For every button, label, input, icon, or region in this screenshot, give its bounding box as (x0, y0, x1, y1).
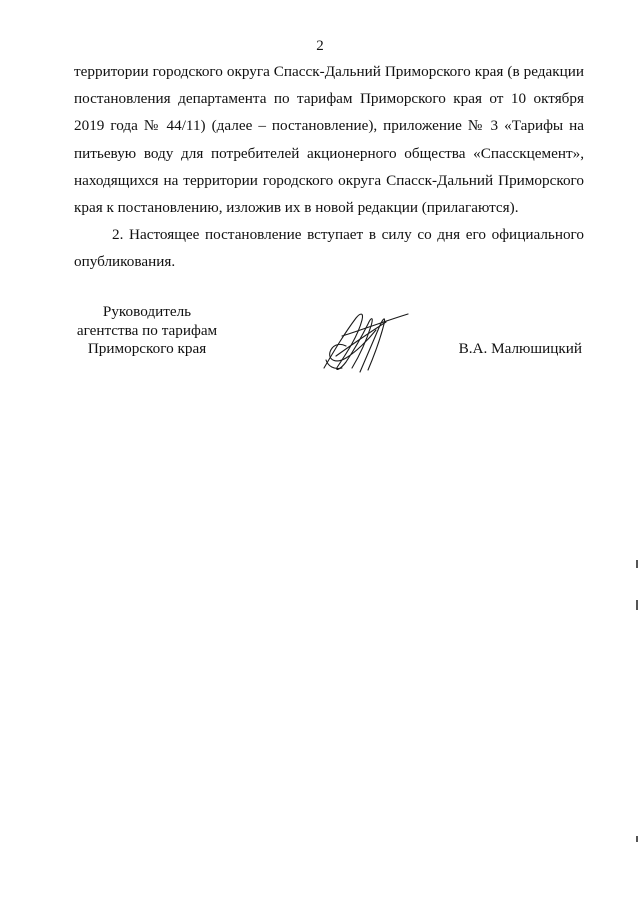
paragraph-continuation (74, 58, 584, 221)
page-number: 2 (316, 38, 324, 54)
signatory-title-line: агентства по тарифам (76, 321, 218, 339)
scan-edge-mark (636, 560, 638, 568)
handwritten-signature-icon (316, 306, 416, 378)
text-line: постановления департамента по тарифам Приморского края от 10 октября (74, 90, 584, 108)
text-line: опубликования. (74, 253, 176, 271)
text-line: территории городского округа Спасск-Дальний Приморского края (в редакции (74, 63, 584, 80)
scan-edge-mark (636, 600, 638, 610)
signatory-title-line: Руководитель (102, 303, 192, 320)
text-line: 2019 года № 44/11) (далее – постановление), приложение № 3 «Тарифы на (74, 117, 584, 135)
scan-edge-mark (636, 836, 638, 842)
signatory-title (62, 303, 232, 359)
text-line: находящихся на территории городского округа Спасск-Дальний Приморского (74, 171, 584, 189)
text-line: питьевую воду для потребителей акционерного общества «Спасскцемент», (74, 144, 584, 162)
paragraph-effective-date (74, 221, 584, 275)
text-line: края к постановлению, изложив их в новой редакции (прилагаются). (74, 199, 519, 217)
signatory-title-line: Приморского края (87, 340, 207, 357)
document-body (74, 58, 584, 276)
text-line: 2. Настоящее постановление вступает в силу со дня его официального (112, 226, 584, 244)
signer-name: В.А. Малюшицкий (458, 340, 582, 357)
